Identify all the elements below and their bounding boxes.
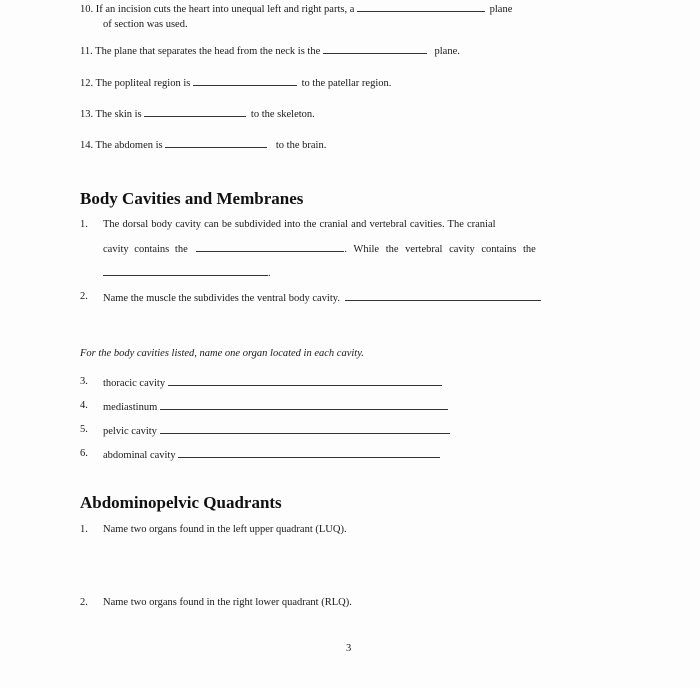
question-13-blank[interactable] xyxy=(144,107,246,117)
question-11-suffix: plane. xyxy=(434,46,460,57)
question-11-text: 11. The plane that separates the head from the neck is the xyxy=(80,46,321,57)
question-12-blank[interactable] xyxy=(193,76,297,86)
cavity-item-pelvic xyxy=(103,424,450,437)
question-12-suffix: to the patellar region. xyxy=(301,78,392,89)
quadrants-question-1-text: Name two organs found in the left upper quadrant (LUQ). xyxy=(103,524,347,535)
quadrants-question-2-number: 2. xyxy=(80,597,88,608)
cavity-item-label: mediastinum xyxy=(103,402,158,413)
cavity-item-abdominal xyxy=(103,448,440,461)
question-10 xyxy=(80,2,512,15)
question-13-suffix: to the skeleton. xyxy=(250,109,315,120)
cranial-cavity-blank[interactable] xyxy=(196,242,344,252)
cavities-question-2-number: 2. xyxy=(80,291,88,302)
question-14-blank[interactable] xyxy=(165,138,267,148)
quadrants-heading: Abdominopelvic Quadrants xyxy=(80,493,282,512)
cavities-question-2-text: Name the muscle the subdivides the ventral body cavity. xyxy=(103,293,340,304)
abdominal-cavity-blank[interactable] xyxy=(178,448,440,458)
cavities-question-2 xyxy=(103,291,541,304)
thoracic-cavity-blank[interactable] xyxy=(168,376,442,386)
question-10-text: 10. If an incision cuts the heart into unequal left and right parts, a xyxy=(80,4,355,15)
question-10-blank[interactable] xyxy=(357,2,485,12)
cavity-item-number: 3. xyxy=(80,376,88,387)
cavities-question-2-blank[interactable] xyxy=(345,291,541,301)
cavity-item-number: 5. xyxy=(80,424,88,435)
pelvic-cavity-blank[interactable] xyxy=(160,424,450,434)
question-14 xyxy=(80,138,326,151)
cavities-question-1-number: 1. xyxy=(80,219,88,230)
cavities-question-1-line3 xyxy=(103,266,271,279)
cavity-item-number: 4. xyxy=(80,400,88,411)
question-11-blank[interactable] xyxy=(323,44,427,54)
mediastinum-blank[interactable] xyxy=(160,400,448,410)
cavities-question-1-line2-suffix: . While the vertebral cavity contains the xyxy=(344,244,536,255)
question-10-suffix: plane xyxy=(489,4,513,15)
cavities-question-1-line2 xyxy=(103,242,536,255)
quadrants-question-2-text: Name two organs found in the right lower quadrant (RLQ). xyxy=(103,597,352,608)
cavities-question-1-line2-text: cavity contains the xyxy=(103,244,188,255)
question-11 xyxy=(80,44,460,57)
quadrants-question-1-number: 1. xyxy=(80,524,88,535)
cavities-question-1-text: The dorsal body cavity can be subdivided into the cranial and vertebral cavities. The cranial xyxy=(103,219,496,230)
question-14-suffix: to the brain. xyxy=(275,140,327,151)
question-12 xyxy=(80,76,391,89)
question-12-text: 12. The popliteal region is xyxy=(80,78,191,89)
cavity-item-mediastinum xyxy=(103,400,448,413)
page-number: 3 xyxy=(346,643,352,654)
cavity-item-label: pelvic cavity xyxy=(103,426,157,437)
cavities-instruction: For the body cavities listed, name one organ located in each cavity. xyxy=(80,348,364,359)
cavity-item-thoracic xyxy=(103,376,442,389)
cavity-item-label: abdominal cavity xyxy=(103,450,176,461)
question-14-text: 14. The abdomen is xyxy=(80,140,163,151)
cavity-item-label: thoracic cavity xyxy=(103,378,166,389)
body-cavities-heading: Body Cavities and Membranes xyxy=(80,189,304,208)
question-13-text: 13. The skin is xyxy=(80,109,142,120)
vertebral-cavity-blank[interactable] xyxy=(103,266,268,276)
question-10-continued: of section was used. xyxy=(103,19,188,30)
question-13 xyxy=(80,107,315,120)
cavities-question-1-line3-suffix: . xyxy=(268,268,271,279)
cavity-item-number: 6. xyxy=(80,448,88,459)
